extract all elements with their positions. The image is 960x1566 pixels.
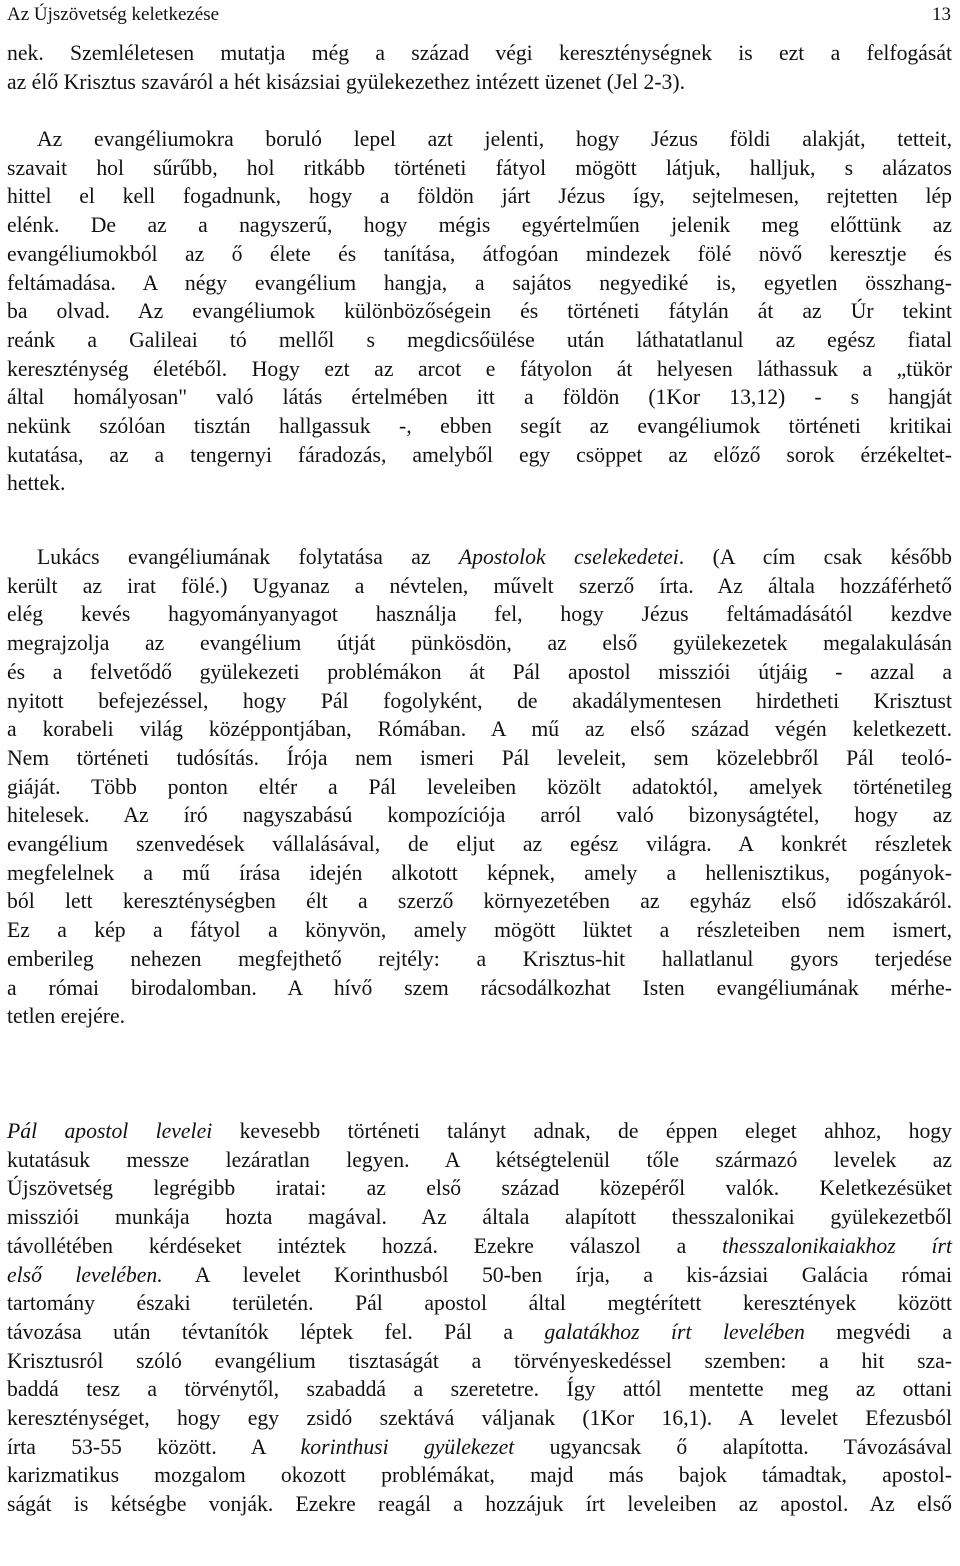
text-line: missziói munkája hozta magával. Az általa alapított thesszalonikai gyülekezetből — [7, 1205, 952, 1230]
text-line: kutatásuk messze lezáratlan legyen. A kétségtelenül tőle származó levelek az — [7, 1147, 952, 1172]
text-fragment: írta 53-55 között. A — [7, 1434, 301, 1459]
text-line: a római birodalomban. A hívő szem rácsodálkozhat Isten evangéliumának mérhe- — [7, 975, 952, 1000]
text-fragment: kevesebb történeti talányt adnak, de éppen eleget ahhoz, hogy — [212, 1119, 952, 1143]
community-italic: korinthusi gyülekezet — [300, 1434, 515, 1459]
text-line: giáját. Több ponton eltér a Pál leveleiben közölt adatoktól, amelyek történetileg — [7, 774, 952, 799]
text-line: Újszövetség legrégibb iratai: az első század közepéről valók. Keletkezésüket — [7, 1176, 952, 1201]
text-fragment: távozása után tévtanítók léptek fel. Pál a — [7, 1319, 545, 1344]
text-line-with-italic — [7, 1261, 952, 1290]
text-line: által homályosan" való látás értelmében itt a földön (1Kor 13,12) - s hangját — [7, 385, 952, 410]
text-line: nek. Szemléletesen mutatja még a század végi kereszténységnek is ezt a felfogását — [7, 41, 952, 65]
text-line-with-italic — [7, 1232, 952, 1261]
text-line: karizmatikus mozgalom okozott problémákat, majd más bajok támadtak, apostol- — [7, 1463, 952, 1488]
text-line: reánk a Galileai tó mellől s megdicsőülése után láthatatlanul az egész fiatal — [7, 327, 952, 352]
text-line: nekünk szólóan tisztán hallgassuk -, ebben segít az evangéliumok történeti kritikai — [7, 414, 952, 439]
text-line: tetlen erejére. — [7, 1004, 125, 1029]
text-line: Az evangéliumokra boruló lepel azt jelenti, hogy Jézus földi alakját, tetteit, — [37, 127, 952, 151]
text-line: a korabeli világ középpontjában, Rómában. A mű az első század végén keletkezett. — [7, 717, 952, 742]
text-line: került az irat fölé.) Ugyanaz a névtelen, művelt szerző írta. Az általa hozzáférhető — [7, 573, 952, 598]
text-line-with-italic — [7, 1433, 952, 1462]
text-fragment: . (A cím csak később — [678, 545, 953, 569]
text-line: tartomány északi területén. Pál apostol által megtérített keresztények között — [7, 1291, 952, 1316]
text-fragment: Lukács evangéliumának folytatása az — [37, 545, 459, 569]
text-line: feltámadása. A négy evangélium hangja, a sajátos negyediké is, egyetlen összhang- — [7, 270, 952, 295]
text-line: kereszténység életéből. Hogy ezt az arcot e fátyolon át helyesen láthassuk a „tükör — [7, 356, 952, 381]
text-line: hittel el kell fogadnunk, hogy a földön járt Jézus így, sejtelmesen, rejtetten lép — [7, 184, 952, 209]
text-line: Ez a kép a fátyol a könyvön, amely mögött lüktet a részleteiben nem ismert, — [7, 918, 952, 943]
text-line-with-italic — [7, 543, 952, 572]
text-fragment: megvédi a — [804, 1319, 953, 1344]
text-fragment: távollétében kérdéseket intéztek hozzá. Ezekre válaszol a — [7, 1233, 723, 1258]
text-line: kereszténységet, hogy egy zsidó szektává váljanak (1Kor 16,1). A levelet Efezusból — [7, 1406, 952, 1431]
text-line-with-italic — [7, 1117, 952, 1146]
paragraph-4 — [7, 1117, 952, 1519]
book-title-italic: Apostolok cselekedetei — [458, 545, 679, 569]
text-line: Krisztusról szóló evangélium tisztaságát a törvényeskedéssel szemben: a hit sza- — [7, 1348, 952, 1373]
text-line: ból lett kereszténységben élt a szerző környezetében az egyház első időszakáról. — [7, 889, 952, 914]
text-line: elénk. De az a nagyszerű, hogy mégis egyértelműen jelenik meg előttünk az — [7, 213, 952, 238]
text-line: ba olvad. Az evangéliumok különbözőségein és történeti fátylán át az Úr tekint — [7, 299, 952, 324]
text-line: nyitott befejezéssel, hogy Pál fogolyként, de akadálymentesen hirdetheti Krisztust — [7, 688, 952, 713]
text-fragment: A levelet Korinthusból 50-ben írja, a kis-ázsiai Galácia római — [162, 1262, 952, 1287]
text-line: ságát is kétségbe vonják. Ezekre reagál a hozzájuk írt leveleiben az apostol. Az első — [7, 1492, 952, 1517]
section-lead-italic: Pál apostol levelei — [7, 1119, 213, 1143]
letter-title-italic: galatákhoz írt levelében — [544, 1319, 805, 1344]
text-line: és a felvetődő gyülekezeti problémákon át Pál apostol missziói útjáig - azzal a — [7, 659, 952, 684]
text-line: emberileg nehezen megfejthető rejtély: a Krisztus-hit hallatlanul gyors terjedése — [7, 946, 952, 971]
paragraph-2 — [7, 125, 952, 498]
page-number: 13 — [932, 4, 951, 25]
text-line: az élő Krisztus szaváról a hét kisázsiai gyülekezethez intézett üzenet (Jel 2-3). — [7, 69, 686, 94]
text-line: evangélium szenvedések vállalásával, de eljut az egész világra. A konkrét részletek — [7, 832, 952, 857]
letter-title-italic: első levelében. — [7, 1262, 163, 1287]
header-title: Az Újszövetség keletkezése — [7, 4, 220, 25]
text-line: megfelelnek a mű írása idején alkotott képnek, amely a hellenisztikus, pogányok- — [7, 860, 952, 885]
text-line: szavait hol sűrűbb, hol ritkább történeti fátyol mögött látjuk, halljuk, s alázatos — [7, 155, 952, 180]
text-line: hitelesek. Az író nagyszabású kompozíciója arról való bizonyságtétel, hogy az — [7, 803, 952, 828]
text-line: evangéliumokból az ő élete és tanítása, átfogóan mindezek fölé növő keresztje és — [7, 241, 952, 266]
text-line: megrajzolja az evangélium útját pünkösdön, az első gyülekezetek megalakulásán — [7, 631, 952, 656]
text-line: hettek. — [7, 471, 66, 496]
paragraph-3 — [7, 543, 952, 1031]
text-line: Nem történeti tudósítás. Írója nem ismeri Pál leveleit, sem közelebbről Pál teoló- — [7, 745, 952, 770]
paragraph-1 — [7, 39, 952, 96]
text-line: baddá tesz a törvénytől, szabaddá a szeretetre. Így attól mentette meg az ottani — [7, 1377, 952, 1402]
running-header — [7, 4, 951, 30]
text-line: kutatása, az a tengernyi fáradozás, amelyből egy csöppet az előző sorok érzékeltet- — [7, 442, 952, 467]
letter-title-italic: thesszalonikaiakhoz írt — [722, 1233, 952, 1258]
text-line-with-italic — [7, 1318, 952, 1347]
text-line: elég kevés hagyományanyagot használja fel, hogy Jézus feltámadásától kezdve — [7, 602, 952, 627]
text-fragment: ugyancsak ő alapította. Távozásával — [514, 1434, 953, 1459]
